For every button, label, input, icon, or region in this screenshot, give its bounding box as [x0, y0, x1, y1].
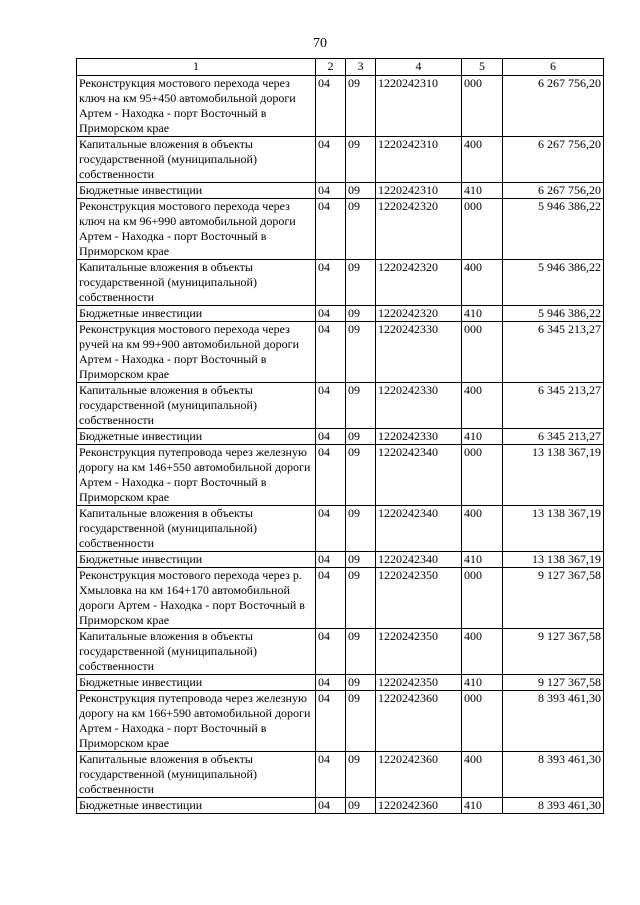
column-header: 4	[376, 59, 462, 76]
expense-type-code: 400	[462, 506, 503, 552]
subsection-code: 09	[346, 675, 376, 691]
amount-value: 9 127 367,58	[503, 629, 604, 675]
expense-type-code: 000	[462, 199, 503, 260]
expense-type-code: 400	[462, 260, 503, 306]
subsection-code: 09	[346, 76, 376, 137]
amount-value: 6 345 213,27	[503, 322, 604, 383]
row-description: Капитальные вложения в объекты государственной (муниципальной) собственности	[77, 506, 316, 552]
target-article-code: 1220242310	[376, 137, 462, 183]
row-description: Бюджетные инвестиции	[77, 183, 316, 199]
table-row	[77, 798, 604, 814]
table-row	[77, 752, 604, 798]
section-code: 04	[316, 691, 346, 752]
amount-value: 9 127 367,58	[503, 568, 604, 629]
target-article-code: 1220242320	[376, 260, 462, 306]
table-row	[77, 322, 604, 383]
row-description: Реконструкция путепровода через железную дорогу на км 166+590 автомобильной дороги Артем - Находка - порт Восточный в Приморском крае	[77, 691, 316, 752]
subsection-code: 09	[346, 445, 376, 506]
target-article-code: 1220242330	[376, 429, 462, 445]
row-description: Капитальные вложения в объекты государственной (муниципальной) собственности	[77, 260, 316, 306]
amount-value: 6 267 756,20	[503, 76, 604, 137]
target-article-code: 1220242360	[376, 798, 462, 814]
section-code: 04	[316, 798, 346, 814]
page-number: 70	[313, 36, 327, 51]
section-code: 04	[316, 752, 346, 798]
expense-type-code: 410	[462, 306, 503, 322]
target-article-code: 1220242330	[376, 383, 462, 429]
expense-type-code: 410	[462, 675, 503, 691]
section-code: 04	[316, 306, 346, 322]
expense-type-code: 400	[462, 137, 503, 183]
subsection-code: 09	[346, 798, 376, 814]
target-article-code: 1220242320	[376, 306, 462, 322]
subsection-code: 09	[346, 183, 376, 199]
row-description: Бюджетные инвестиции	[77, 306, 316, 322]
row-description: Реконструкция путепровода через железную дорогу на км 146+550 автомобильной дороги Артем - Находка - порт Восточный в Приморском крае	[77, 445, 316, 506]
row-description: Реконструкция мостового перехода через ключ на км 96+990 автомобильной дороги Артем - Находка - порт Восточный в Приморском крае	[77, 199, 316, 260]
table-row	[77, 568, 604, 629]
amount-value: 8 393 461,30	[503, 691, 604, 752]
row-description: Бюджетные инвестиции	[77, 429, 316, 445]
table-row	[77, 629, 604, 675]
row-description: Реконструкция мостового перехода через ручей на км 99+900 автомобильной дороги Артем - Находка - порт Восточный в Приморском крае	[77, 322, 316, 383]
column-header: 3	[346, 59, 376, 76]
amount-value: 5 946 386,22	[503, 260, 604, 306]
column-header: 6	[503, 59, 604, 76]
target-article-code: 1220242340	[376, 445, 462, 506]
subsection-code: 09	[346, 691, 376, 752]
subsection-code: 09	[346, 260, 376, 306]
subsection-code: 09	[346, 568, 376, 629]
amount-value: 6 345 213,27	[503, 383, 604, 429]
target-article-code: 1220242350	[376, 568, 462, 629]
section-code: 04	[316, 506, 346, 552]
amount-value: 13 138 367,19	[503, 506, 604, 552]
expense-type-code: 000	[462, 322, 503, 383]
expense-type-code: 400	[462, 629, 503, 675]
subsection-code: 09	[346, 429, 376, 445]
subsection-code: 09	[346, 629, 376, 675]
section-code: 04	[316, 552, 346, 568]
table-row	[77, 691, 604, 752]
row-description: Реконструкция мостового перехода через ключ на км 95+450 автомобильной дороги Артем - Находка - порт Восточный в Приморском крае	[77, 76, 316, 137]
subsection-code: 09	[346, 199, 376, 260]
table-row	[77, 675, 604, 691]
target-article-code: 1220242340	[376, 506, 462, 552]
table-row	[77, 199, 604, 260]
target-article-code: 1220242340	[376, 552, 462, 568]
expense-type-code: 410	[462, 183, 503, 199]
section-code: 04	[316, 199, 346, 260]
row-description: Реконструкция мостового перехода через р. Хмыловка на км 164+170 автомобильной дороги Артем - Находка - порт Восточный в Приморском крае	[77, 568, 316, 629]
expense-type-code: 000	[462, 568, 503, 629]
row-description: Бюджетные инвестиции	[77, 675, 316, 691]
subsection-code: 09	[346, 137, 376, 183]
row-description: Капитальные вложения в объекты государственной (муниципальной) собственности	[77, 137, 316, 183]
subsection-code: 09	[346, 752, 376, 798]
column-header: 5	[462, 59, 503, 76]
column-header: 2	[316, 59, 346, 76]
table-row	[77, 137, 604, 183]
subsection-code: 09	[346, 506, 376, 552]
subsection-code: 09	[346, 383, 376, 429]
section-code: 04	[316, 322, 346, 383]
amount-value: 5 946 386,22	[503, 306, 604, 322]
row-description: Капитальные вложения в объекты государственной (муниципальной) собственности	[77, 629, 316, 675]
table-row	[77, 445, 604, 506]
column-header: 1	[77, 59, 316, 76]
target-article-code: 1220242330	[376, 322, 462, 383]
subsection-code: 09	[346, 322, 376, 383]
row-description: Бюджетные инвестиции	[77, 798, 316, 814]
table-body	[77, 76, 604, 814]
section-code: 04	[316, 445, 346, 506]
amount-value: 9 127 367,58	[503, 675, 604, 691]
row-description: Капитальные вложения в объекты государственной (муниципальной) собственности	[77, 383, 316, 429]
amount-value: 13 138 367,19	[503, 445, 604, 506]
amount-value: 13 138 367,19	[503, 552, 604, 568]
expense-type-code: 410	[462, 552, 503, 568]
section-code: 04	[316, 429, 346, 445]
table-row	[77, 552, 604, 568]
section-code: 04	[316, 260, 346, 306]
expense-type-code: 400	[462, 752, 503, 798]
amount-value: 5 946 386,22	[503, 199, 604, 260]
table-row	[77, 383, 604, 429]
section-code: 04	[316, 675, 346, 691]
table-row	[77, 429, 604, 445]
table-row	[77, 76, 604, 137]
target-article-code: 1220242350	[376, 629, 462, 675]
table-header-row	[77, 59, 604, 76]
expense-type-code: 000	[462, 445, 503, 506]
expense-type-code: 410	[462, 798, 503, 814]
section-code: 04	[316, 183, 346, 199]
expense-type-code: 000	[462, 691, 503, 752]
section-code: 04	[316, 568, 346, 629]
target-article-code: 1220242320	[376, 199, 462, 260]
table-row	[77, 183, 604, 199]
section-code: 04	[316, 137, 346, 183]
subsection-code: 09	[346, 552, 376, 568]
row-description: Капитальные вложения в объекты государственной (муниципальной) собственности	[77, 752, 316, 798]
target-article-code: 1220242350	[376, 675, 462, 691]
target-article-code: 1220242360	[376, 752, 462, 798]
amount-value: 6 267 756,20	[503, 183, 604, 199]
subsection-code: 09	[346, 306, 376, 322]
table-row	[77, 306, 604, 322]
expense-type-code: 400	[462, 383, 503, 429]
table-row	[77, 506, 604, 552]
target-article-code: 1220242310	[376, 183, 462, 199]
table-row	[77, 260, 604, 306]
section-code: 04	[316, 76, 346, 137]
amount-value: 8 393 461,30	[503, 752, 604, 798]
expense-type-code: 410	[462, 429, 503, 445]
expense-type-code: 000	[462, 76, 503, 137]
section-code: 04	[316, 629, 346, 675]
amount-value: 6 267 756,20	[503, 137, 604, 183]
amount-value: 8 393 461,30	[503, 798, 604, 814]
budget-table	[76, 58, 604, 814]
target-article-code: 1220242310	[376, 76, 462, 137]
row-description: Бюджетные инвестиции	[77, 552, 316, 568]
target-article-code: 1220242360	[376, 691, 462, 752]
section-code: 04	[316, 383, 346, 429]
amount-value: 6 345 213,27	[503, 429, 604, 445]
